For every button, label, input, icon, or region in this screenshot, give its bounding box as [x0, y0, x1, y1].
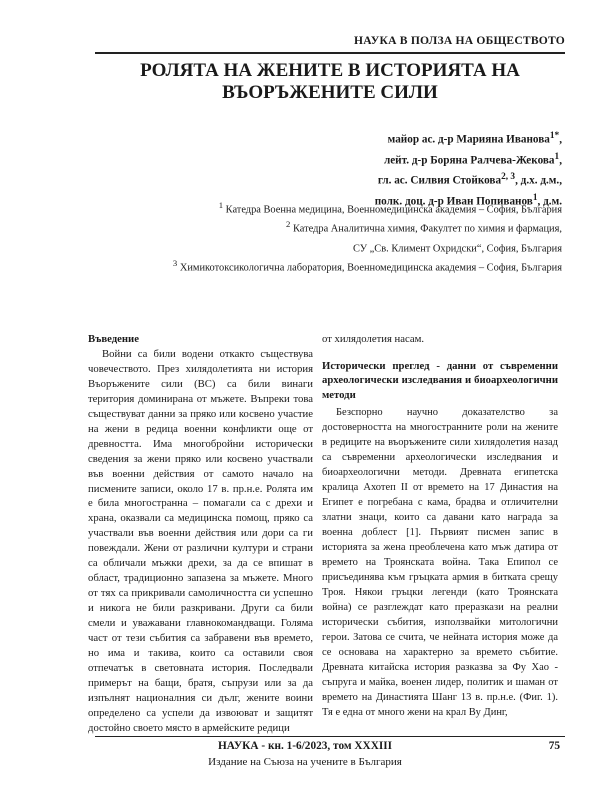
- header-rule: [95, 52, 565, 54]
- author-line: полк. доц. д-р Иван Попиванов$^1$, д.м.: [374, 193, 562, 208]
- affiliation-line: СУ „Св. Климент Охридски“, София, България: [352, 243, 562, 255]
- author-line: лейт. д-р Боряна Ралчева-Жекова$^1$,: [383, 151, 562, 167]
- continued-text: от хилядолетия насам.: [322, 333, 425, 345]
- affiliation-line: $^3$ Химикотоксикологична лаборатория, Военномедицинска академия – София, България: [172, 258, 562, 274]
- section-heading-introduction: Въведение: [88, 333, 139, 345]
- right-column: [322, 332, 558, 720]
- journal-citation: НАУКА - кн. 1-6/2023, том XXXIII: [217, 740, 393, 752]
- author-line: гл. ас. Силвия Стойкова$^{2, 3}$, д.х. д.м.,: [377, 172, 562, 188]
- footer-rule: [95, 736, 565, 737]
- body-paragraph: Войни са били водени откакто съществува човечеството. През хилядолетията ни история Въоръжените сили (ВС) са били винаги територия доминирана от мъжете. Въпреки това съществуват данни за пряко или косвено участие на жени в редица военни конфликти още от древността. Има многобройни исторически сведения за жени пряко или косвено участвали във военни действия от самото начало на писмените записи, около 17 в. пр.н.е. Ролята им е била многостранна – помагали са с дрехи и храна, оказвали са медицинска помощ, пряко са участвали във военни действия или дори са ги повеждали. Жени от различни култури и страни са обличали мъжки дрехи, за да се впишат в област, традиционно запазена за мъжете. Много от тях са прикривали самоличността си успешно и никога не били разкривани. Други са били смели и уважавани главнокомандващи. Голяма част от тези събития са забравени във времето, но има и такива, които са оставили своя отпечатък в световната история. Последвали примерът на бащи, братя, съпрузи или за да изпълнят националния си дълг, жените воини определено са успели да извоюват и защитят достойно своето място в армейските редици: [88, 347, 313, 734]
- section-label: НАУКА В ПОЛЗА НА ОБЩЕСТВОТО: [354, 34, 565, 47]
- affiliation-list: [82, 198, 562, 276]
- title-line-1: РОЛЯТА НА ЖЕНИТЕ В ИСТОРИЯТА НА: [140, 60, 520, 81]
- publisher-line: Издание на Съюза на учените в България: [208, 756, 402, 768]
- page-number: 75: [548, 740, 560, 752]
- affiliation-line: $^1$ Катедра Военна медицина, Военномедицинска академия – София, България: [218, 200, 562, 216]
- title-line-2: ВЪОРЪЖЕНИТЕ СИЛИ: [222, 82, 438, 103]
- section-heading-historical-review: Исторически преглед - данни от съвременни археологически изследвания и биоархеологични методи: [322, 359, 558, 401]
- left-column: [88, 332, 313, 736]
- author-line: майор ас. д-р Марияна Иванова$^{1*}$,: [387, 131, 562, 146]
- affiliation-line: $^2$ Катедра Аналитична химия, Факултет по химия и фармация,: [286, 219, 562, 235]
- body-paragraph: Безспорно научно доказателство за достоверността на многостранните роли на жените в редиците на въоръжените сили хилядолетия назад са съвременни археологически изследвания и биоархеологични методи. Древната египетска кралица Ахотеп II от времето на 17 Династия на Египет е погребана с кама, брадва и отличителни златни знаци, които са давани като награда за военна доблест [1]. Първият писмен запис в историята за жена преоблечена като мъж датира от времето на Троянската война. Така Епипол се присъединява към гръцката армия в битката срещу Троя. Някои гръцки легенди (като Троянската война) се разглеждат като преразкази на реални исторически събития, използвайки митологични герои. Затова се счита, че нейната история може да се основава на характерно за времето събитие. Древната китайска история разказва за Фу Хао - съпруга и майка, военен лидер, политик и шаман от времето на Династията Шанг 13 в. пр.н.е. (Фиг. 1). Тя е една от много жени на крал Ву Динг,: [322, 407, 558, 718]
- article-title: [95, 60, 565, 104]
